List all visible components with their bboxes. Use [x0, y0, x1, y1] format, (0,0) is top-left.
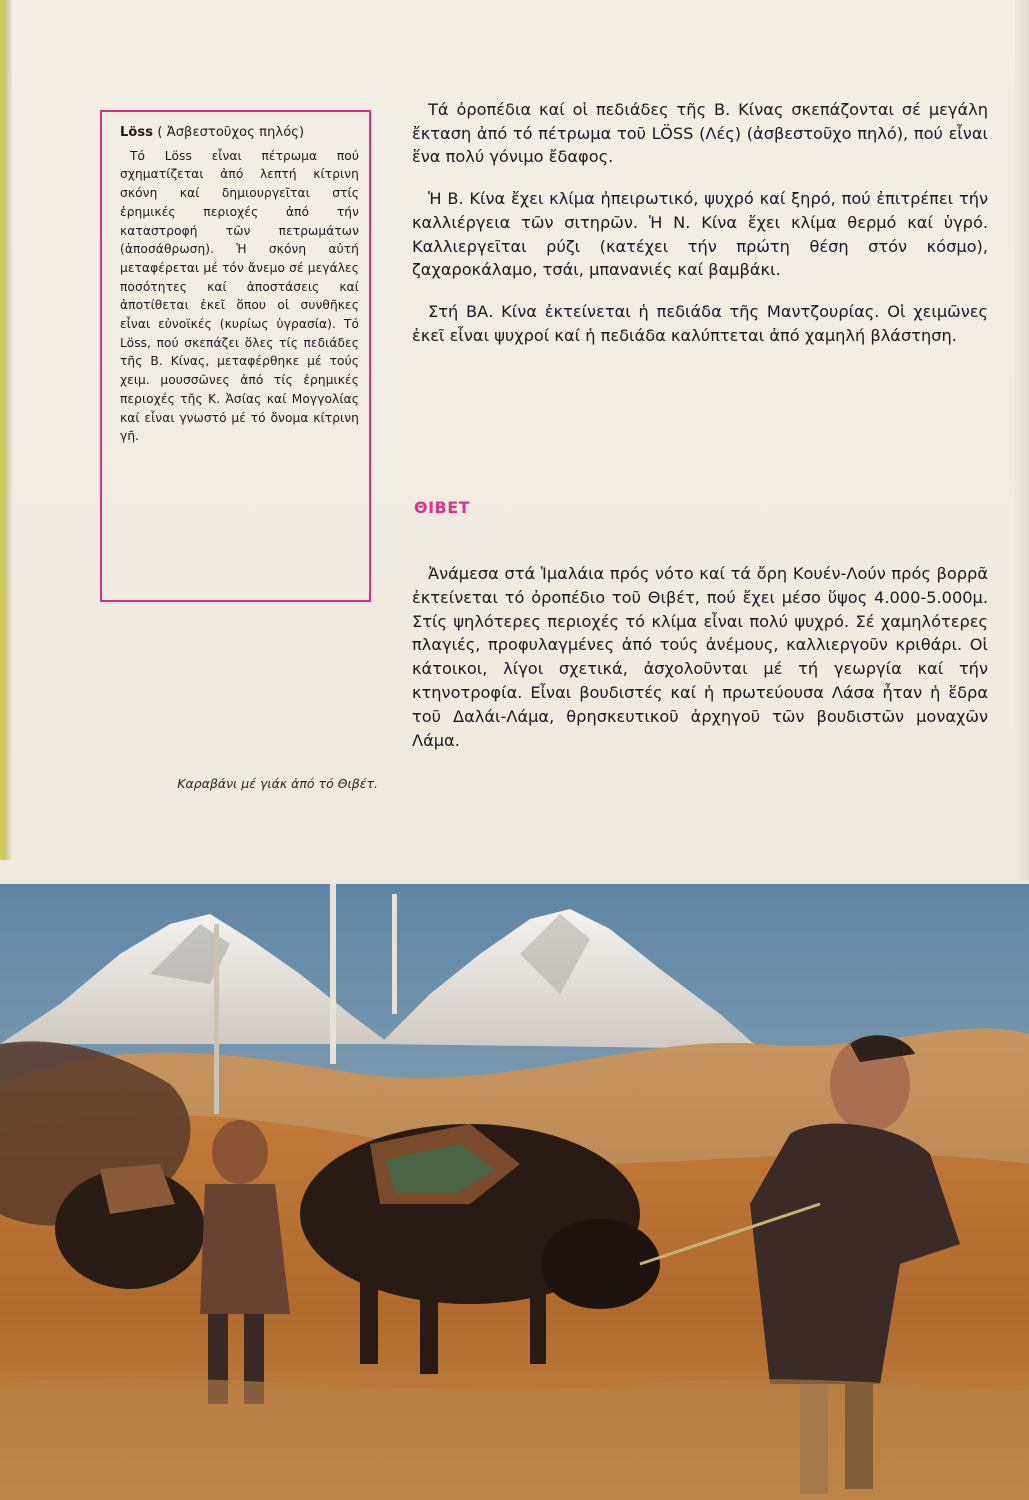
page-right-edge [1015, 0, 1029, 880]
herder-left-body [200, 1184, 290, 1314]
herder-left-head [212, 1120, 268, 1184]
paragraph-loess-plains: Τά ὀροπέδια καί οἱ πεδιάδες τῆς Β. Κίνας σκεπάζονται σέ μεγάλη ἔκταση ἀπό τό πέτρωμα τοῦ LÖSS (Λές) (ἀσβεστοῦχο πηλό), πού εἶναι ἕνα πολύ γόνιμο ἔδαφος. [412, 100, 988, 167]
paragraph-manchuria: Στή ΒΑ. Κίνα ἐκτείνεται ἡ πεδιάδα τῆς Μαντζουρίας. Οἱ χειμῶνες ἐκεῖ εἶναι ψυχροί καί ἡ πεδιάδα καλύπτεται ἀπό χαμηλή βλάστηση. [412, 301, 988, 345]
prayer-pole-3 [214, 924, 219, 1114]
prayer-pole-1 [330, 884, 336, 1064]
loess-sidebar-box [100, 110, 371, 602]
tibet-yak-caravan-photo [0, 884, 1029, 1500]
sidebar-heading-gloss: ( Ἀσβεστοῦχος πηλός) [153, 125, 305, 140]
sidebar-heading-term: Löss [120, 125, 154, 140]
page-spine-edge [0, 0, 12, 860]
prayer-pole-2 [392, 894, 397, 1014]
main-text-column [412, 98, 988, 365]
paragraph-climate: Ἡ Β. Κίνα ἔχει κλίμα ἠπειρωτικό, ψυχρό καί ξηρό, πού ἐπιτρέπει τήν καλλιέργεια τῶν σιτηρῶν. Ἡ Ν. Κίνα ἔχει κλίμα θερμό καί ὑγρό. Καλλιεργεῖται ρύζι (κατέχει τήν πρώτη θέση στόν κόσμο), ζαχαροκάλαμο, τσάι, μπανανιές καί βαμβάκι. [412, 189, 988, 280]
tibet-text-column [412, 562, 988, 770]
sidebar-body-text: Τό Löss εἶναι πέτρωμα πού σχηματίζεται ἀπό λεπτή κίτρινη σκόνη καί δημιουργεῖται στίς ἐρημικές περιοχές ἀπό τήν καταστροφή τῶν πετρωμάτων (ἀποσάθρωση). Ἡ σκόνη αὐτή μεταφέρεται μέ τόν ἄνεμο σέ μεγάλες ποσότητες καί ἀποστάσεις καί ἀποτίθεται ἐκεῖ ὅπου οἱ συνθῆκες εἶναι εὐνοϊκές (κυρίως ὑγρασία). Τό Löss, πού σκεπάζει ὅλες τίς πεδιάδες τῆς Β. Κίνας, μεταφέρθηκε μέ τούς χειμ. μουσσῶνες ἀπό τίς ἐρημικές περιοχές τῆς Κ. Ἀσίας καί Μογγολίας καί εἶναι γνωστό μέ τό ὄνομα κίτρινη γῆ. [120, 148, 359, 444]
photo-caption: Καραβάνι μέ γιάκ ἀπό τό Θιβέτ. [177, 776, 378, 791]
photo-illustration [0, 884, 1029, 1500]
paragraph-tibet: Ἀνάμεσα στά Ἱμαλάια πρός νότο καί τά ὄρη Κουέν-Λούν πρός βορρᾶ ἐκτείνεται τό ὀροπέδιο τοῦ Θιβέτ, πού ἔχει μέσο ὕψος 4.000-5.000μ. Στίς ψηλότερες περιοχές τό κλίμα εἶναι πολύ ψυχρό. Σέ χαμηλότερες πλαγιές, προφυλαγμένες ἀπό τούς ἀνέμους, καλλιεργοῦν κριθάρι. Οἱ κάτοικοι, λίγοι σχετικά, ἀσχολοῦνται μέ τή γεωργία καί τήν κτηνοτροφία. Εἶναι βουδιστές καί ἡ πρωτεύουσα Λάσα ἦταν ἡ ἕδρα τοῦ Δαλάι-Λάμα, θρησκευτικοῦ ἀρχηγοῦ τῶν βουδιστῶν μοναχῶν Λάμα. [412, 564, 988, 750]
sidebar-heading [120, 124, 359, 143]
section-title-tibet: ΘΙΒΕΤ [414, 498, 471, 517]
